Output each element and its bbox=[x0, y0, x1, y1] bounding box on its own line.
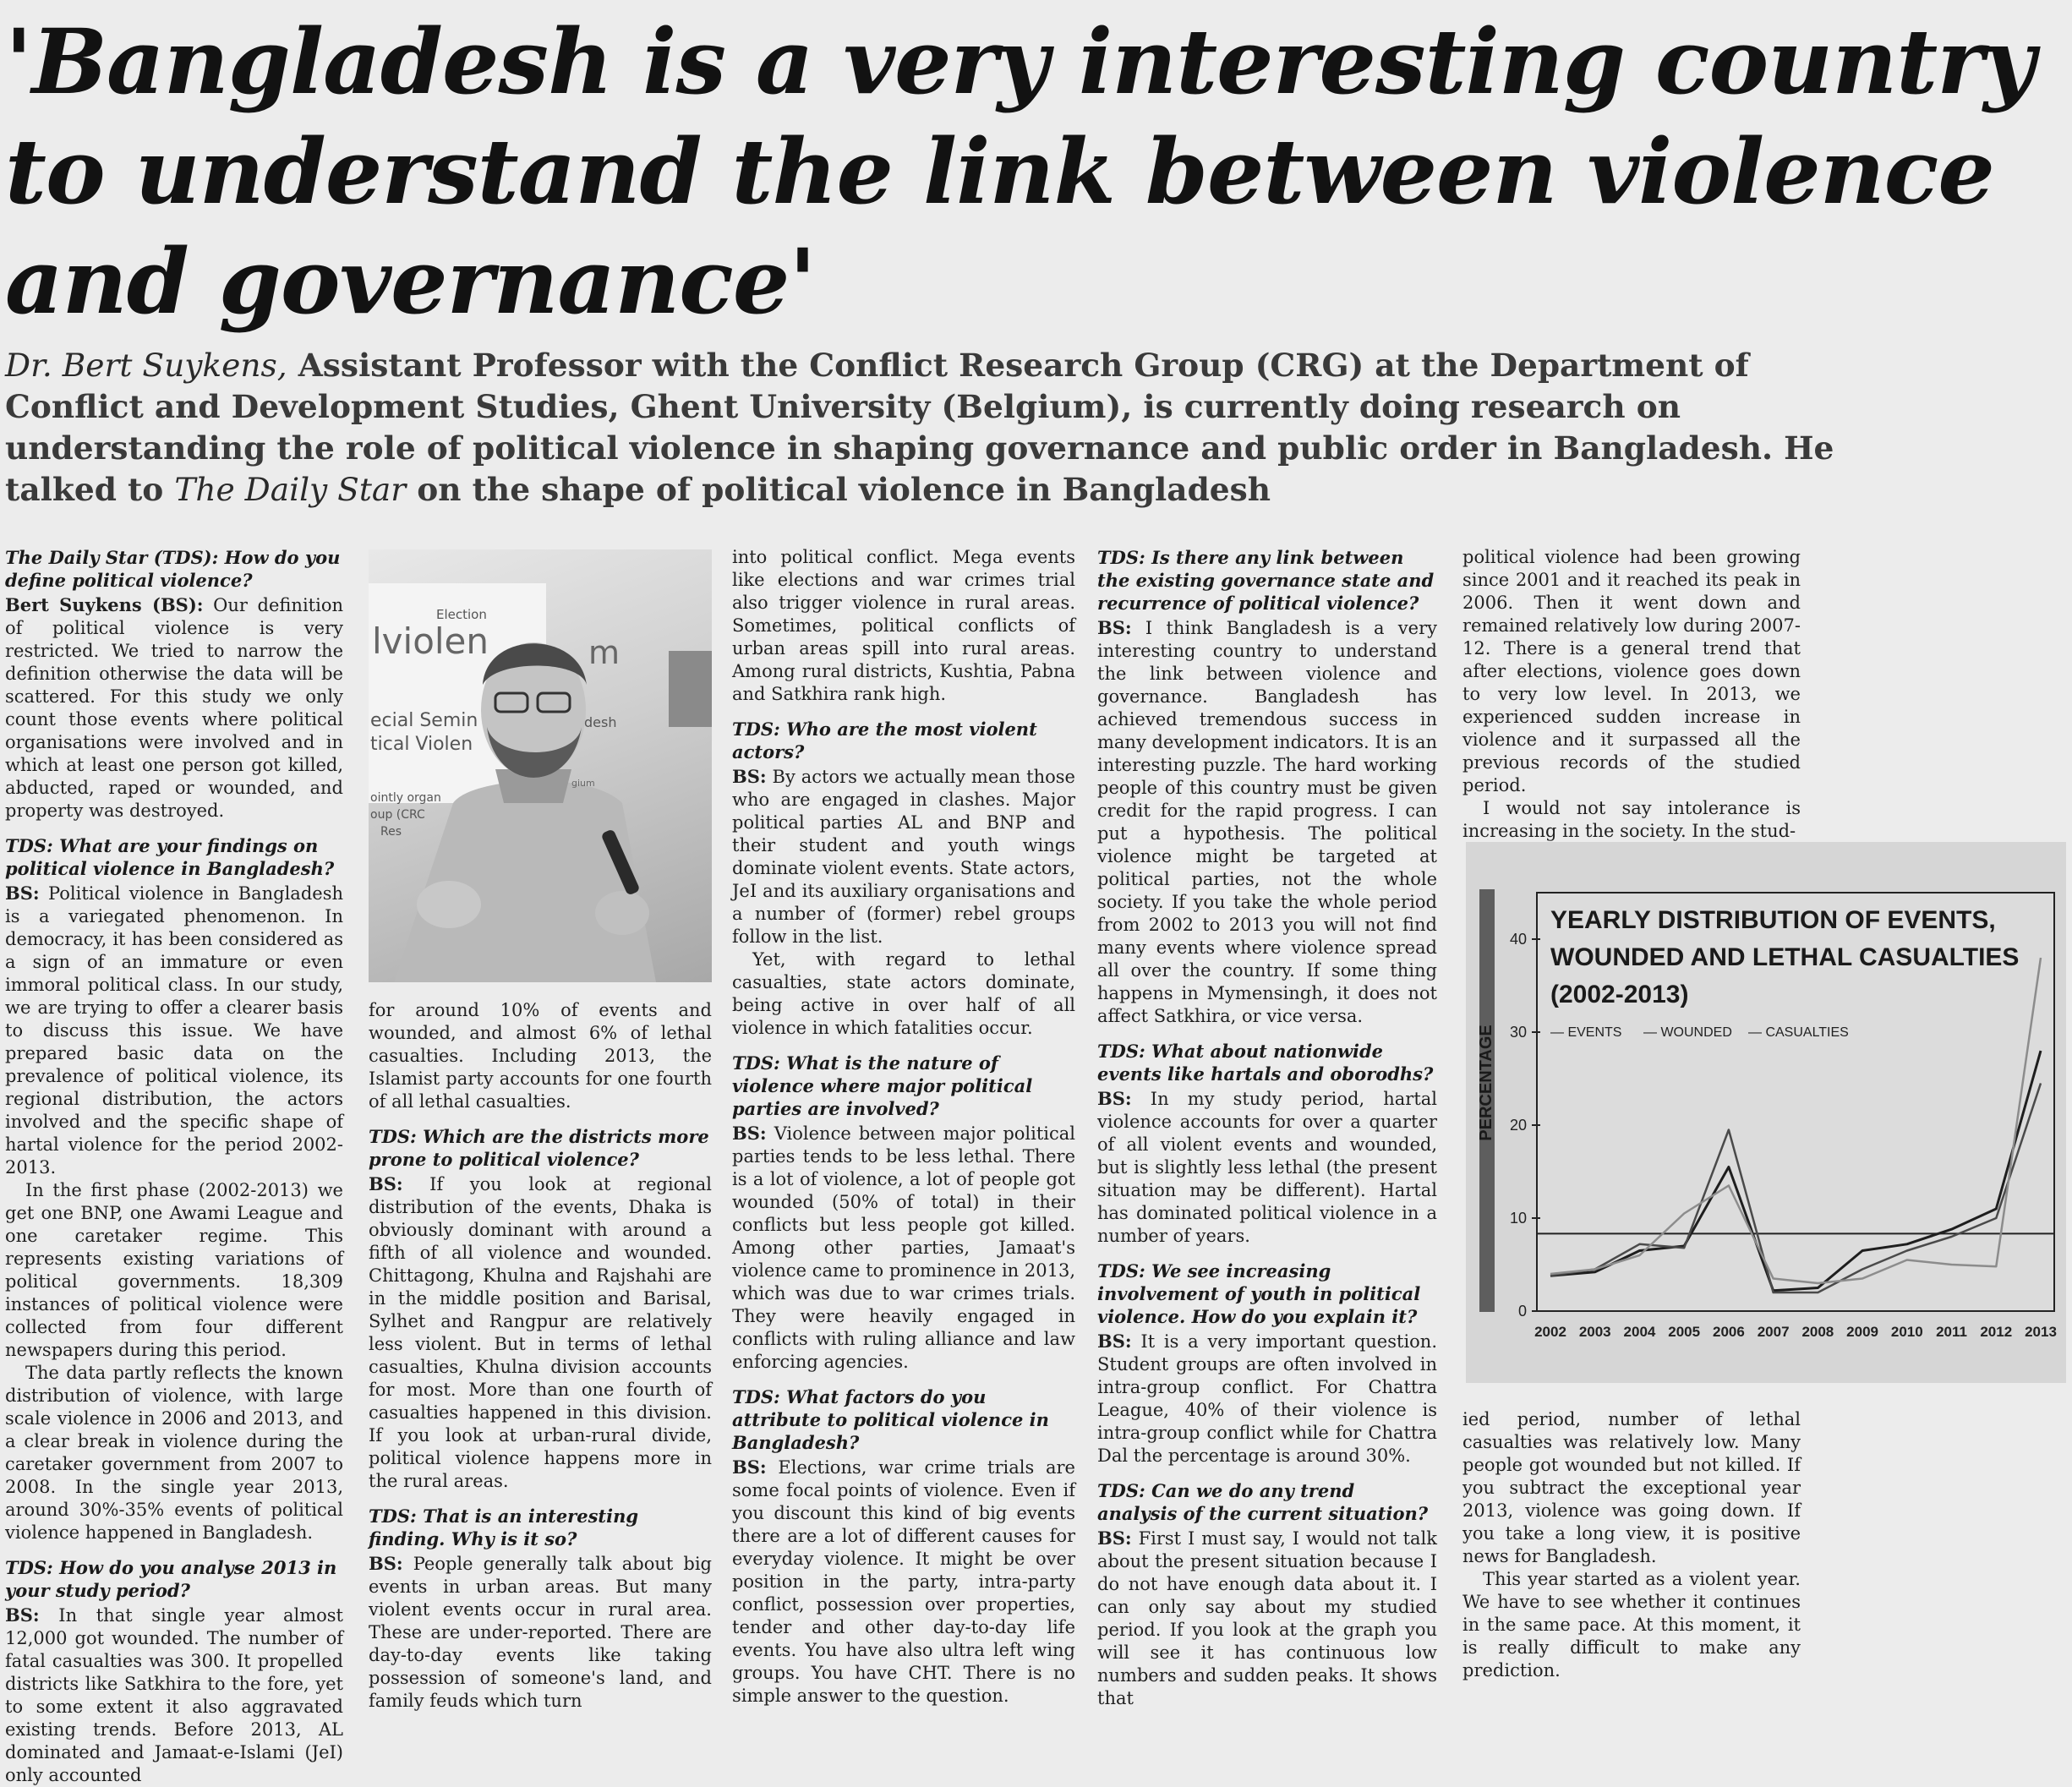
answer-text: Elections, war crime trials are some focal points of violence. Even if you discount this kind of big events there are a lot of different causes for everyday violence. It might be over position in the party, intra-party conflict, possession over properties, tender and other day-to-day life events. You have also ultra left wing groups. You have CHT. There is no simple answer to the question. bbox=[732, 1457, 1075, 1706]
paragraph: for around 10% of events and wounded, and almost 6% of lethal casualties. Including 2013, the Islamist party accounts for one fourth of all lethal casualties. bbox=[369, 1000, 712, 1112]
answer-text: I think Bangladesh is a very interesting country to understand the link between violence and governance. Bangladesh has achieved tremendous success in many development indicators. It is an interesting puzzle. The hard working people of this country must be given credit for the rapid progress. I can put a hypothesis. The political violence might be targeted at political parties, not the whole society. If you take the whole period from 2002 to 2013 you will not find many events where violence spread all over the country. If some thing happens in Mymensingh, it does not affect Satkhira, or vice versa. bbox=[1097, 618, 1437, 1026]
legend-events: — EVENTS bbox=[1550, 1025, 1622, 1040]
question: TDS: Who are the most violent actors? bbox=[732, 719, 1037, 762]
x-tick-label: 2002 bbox=[1534, 1324, 1566, 1340]
x-tick-label: 2009 bbox=[1846, 1324, 1879, 1340]
speaker-label: BS: bbox=[1097, 1331, 1132, 1352]
chart-title-line-1: YEARLY DISTRIBUTION OF EVENTS, bbox=[1550, 906, 1996, 934]
paragraph: This year started as a violent year. We have to see whether it continues in the same pace. At this moment, it is really difficult to make any prediction. bbox=[1462, 1569, 1801, 1680]
chart-title-line-3: (2002-2013) bbox=[1550, 981, 1689, 1008]
intro-name: Dr. Bert Suykens, bbox=[5, 347, 287, 384]
question: TDS: What is the nature of violence where major political parties are involved? bbox=[732, 1052, 1033, 1119]
headline bbox=[5, 7, 2035, 336]
answer-text: It is a very important question. Student groups are often involved in intra-group conflict. For Chattra League, 40% of their violence is intra-group conflict while for Chattra Dal the percentage is around 30%. bbox=[1097, 1331, 1437, 1466]
x-tick-label: 2010 bbox=[1890, 1324, 1923, 1340]
banner-letter: m bbox=[588, 634, 621, 671]
answer bbox=[5, 882, 343, 1179]
answer-text: People generally talk about big events in urban areas. But many violent events occur in rural area. These are under-reported. There are day-to-day events like taking possession of someone's land, and family feuds which turn bbox=[369, 1554, 712, 1711]
column-5-continued bbox=[1462, 1408, 1801, 1682]
answer-text: Violence between major political parties tends to be less lethal. There is a lot of violence, a lot of people got wounded (50% of total) in their conflicts but less people got killed. Among other parties, Jamaat's violence came to prominence in 2013, which was due to war crimes trials. They were heavily engaged in conflicts with ruling alliance and law enforcing agencies. bbox=[732, 1123, 1075, 1372]
answer-text: If you look at regional distribution of the events, Dhaka is obviously dominant with around a fifth of all violence and wounded. Chittagong, Khulna and Rajshahi are in the middle position and Barisal, Sylhet and Rangpur are relatively less violent. But in terms of lethal casualties, Khulna division accounts for most. More than one fourth of casualties happened in this division. If you look at urban-rural divide, political violence happens more in the rural areas. bbox=[369, 1174, 712, 1491]
answer-text: By actors we actually mean those who are engaged in clashes. Major political parties AL and BNP and their student and youth wings dominate violent events. State actors, JeI and its auxiliary organisations and a number of (former) rebel groups follow in the list. bbox=[732, 767, 1075, 947]
x-tick-label: 2013 bbox=[2025, 1324, 2057, 1340]
banner-text: desh bbox=[584, 714, 617, 730]
answer bbox=[1097, 1330, 1437, 1467]
question: TDS: That is an interesting finding. Why is it so? bbox=[369, 1506, 639, 1549]
speaker-label: Bert Suykens (BS): bbox=[5, 594, 204, 615]
question: TDS: Can we do any trend analysis of the current situation? bbox=[1097, 1480, 1429, 1524]
legend-casualties: — CASUALTIES bbox=[1748, 1025, 1849, 1040]
x-tick-label: 2007 bbox=[1757, 1324, 1790, 1340]
x-tick-label: 2012 bbox=[1980, 1324, 2013, 1340]
banner-text: oup (CRC bbox=[370, 808, 425, 822]
speaker-label: BS: bbox=[5, 1604, 40, 1626]
column-5 bbox=[1462, 546, 1801, 843]
y-tick-label: 40 bbox=[1509, 931, 1527, 948]
answer bbox=[732, 765, 1075, 948]
speaker-label: BS: bbox=[1097, 617, 1132, 638]
answer-text: First I must say, I would not talk about the present situation because I do not have enough data about it. I can only say about my studied period. If you look at the graph you will see it has continuous low numbers and sudden peaks. It shows that bbox=[1097, 1528, 1437, 1708]
answer bbox=[732, 1122, 1075, 1374]
answer bbox=[1097, 616, 1437, 1028]
paragraph: I would not say intolerance is increasing in the society. In the stud- bbox=[1462, 798, 1801, 841]
speaker-label: BS: bbox=[5, 883, 40, 904]
y-tick-label: 20 bbox=[1509, 1117, 1527, 1134]
y-axis-label: PERCENTAGE bbox=[1477, 1025, 1495, 1141]
column-4 bbox=[1097, 546, 1437, 1710]
intro-text-1: Assistant Professor with the Conflict Research Group (CRG) at the Department of Conflict and Development Studies, Ghent University (Belgium), is currently doing research on understanding the role of political violence in shaping governance and public order in Bangladesh. He talked to bbox=[5, 347, 1834, 508]
headline-line-3: and governance' bbox=[5, 228, 816, 334]
speaker-label: BS: bbox=[732, 1456, 767, 1478]
y-tick-label: 0 bbox=[1517, 1303, 1527, 1320]
intro-paper-name: The Daily Star bbox=[174, 471, 407, 508]
answer bbox=[1097, 1087, 1437, 1248]
question: TDS: What are your findings on political violence in Bangladesh? bbox=[5, 835, 335, 879]
speaker-label: BS: bbox=[369, 1173, 403, 1194]
paragraph: The data partly reflects the known distribution of violence, with large scale violence in 2006 and 2013, and a clear break in violence during the caretaker government from 2007 to 2008. In the single year 2013, around 30%-35% events of political violence happened in Bangladesh. bbox=[5, 1363, 343, 1543]
x-tick-label: 2011 bbox=[1936, 1324, 1967, 1340]
x-tick-label: 2008 bbox=[1801, 1324, 1834, 1340]
intro-text-2: on the shape of political violence in Bangladesh bbox=[406, 471, 1271, 508]
question: TDS: We see increasing involvement of youth in political violence. How do you explain it? bbox=[1097, 1260, 1421, 1327]
x-tick-label: 2005 bbox=[1668, 1324, 1701, 1340]
paragraph: political violence had been growing since 2001 and it reached its peak in 2006. Then it went down and remained relatively low during 2007-12. There is a general trend that after elections, violence goes down to very low level. In 2013, we experienced sudden increase in violence and it surpassed all the previous records of the studied period. bbox=[1462, 547, 1801, 795]
speaker-label: BS: bbox=[732, 1123, 767, 1144]
headline-line-2: to understand the link between violence bbox=[5, 118, 1994, 224]
x-tick-label: 2004 bbox=[1623, 1324, 1656, 1340]
x-tick-label: 2006 bbox=[1712, 1324, 1745, 1340]
paragraph: In the first phase (2002-2013) we get one BNP, one Awami League and one caretaker regime. This represents existing variations of political governments. 18,309 instances of political violence were collected from four different newspapers during this period. bbox=[5, 1180, 343, 1360]
y-tick-label: 30 bbox=[1509, 1024, 1527, 1041]
question: TDS: Is there any link between the existing governance state and recurrence of political violence? bbox=[1097, 547, 1435, 614]
answer bbox=[5, 1604, 343, 1787]
speaker-label: BS: bbox=[369, 1553, 403, 1574]
answer bbox=[732, 1456, 1075, 1708]
banner-text: Election bbox=[436, 607, 487, 622]
y-tick-label: 10 bbox=[1509, 1210, 1527, 1227]
intro-standfirst bbox=[5, 345, 1848, 511]
speaker-label: BS: bbox=[1097, 1527, 1132, 1549]
answer-text: In my study period, hartal violence accounts for over a quarter of all violent events and wounded, but is slightly less lethal (the present situation may be different). Hartal has dominated political violence in a number of years. bbox=[1097, 1089, 1437, 1246]
question: The Daily Star (TDS): How do you define political violence? bbox=[5, 547, 341, 591]
chart-panel bbox=[1466, 842, 2066, 1383]
banner-text: gium bbox=[571, 778, 595, 789]
banner-text: lviolen bbox=[372, 620, 489, 662]
answer bbox=[1097, 1527, 1437, 1710]
person-silhouette bbox=[369, 549, 712, 982]
chart-title-line-2: WOUNDED AND LETHAL CASUALTIES bbox=[1550, 943, 2020, 971]
answer-text: In that single year almost 12,000 got wounded. The number of fatal casualties was 300. It propelled districts like Satkhira to the fore, yet to some extent it also aggravated existing trends. Before 2013, AL dominated and Jamaat-e-Islami (JeI) only accounted bbox=[5, 1605, 343, 1785]
answer bbox=[369, 1552, 712, 1713]
answer bbox=[5, 593, 343, 822]
x-tick-label: 2003 bbox=[1578, 1324, 1611, 1340]
interviewee-photo bbox=[369, 549, 712, 982]
column-2 bbox=[369, 999, 712, 1713]
line-chart bbox=[1466, 842, 2066, 1383]
column-3 bbox=[732, 546, 1075, 1708]
answer bbox=[369, 1172, 712, 1493]
paragraph: Yet, with regard to lethal casualties, state actors dominate, being active in over half of all violence in which fatalities occur. bbox=[732, 949, 1075, 1038]
column-1 bbox=[5, 546, 343, 1787]
question: TDS: What about nationwide events like hartals and oborodhs? bbox=[1097, 1041, 1434, 1085]
headline-line-1: 'Bangladesh is a very interesting country bbox=[5, 8, 2035, 114]
banner-text: ecial Semin bbox=[370, 710, 478, 731]
question: TDS: How do you analyse 2013 in your study period? bbox=[5, 1557, 337, 1601]
answer-text: Our definition of political violence is very restricted. We tried to narrow the definition otherwise the data will be scattered. For this study we only count those events where political organisations were involved and in which at least one person got killed, abducted, raped or wounded, and property was destroyed. bbox=[5, 595, 343, 821]
banner-text: ointly organ bbox=[370, 791, 441, 805]
answer-text: Political violence in Bangladesh is a variegated phenomenon. In democracy, it has been considered as a sign of an immature or even immoral political class. In our study, we are trying to offer a clearer basis to discuss this issue. We have prepared basic data on the prevalence of political violence, its regional distribution, the actors involved and the specific shape of hartal violence for the period 2002-2013. bbox=[5, 883, 343, 1178]
question: TDS: What factors do you attribute to political violence in Bangladesh? bbox=[732, 1386, 1049, 1453]
paragraph: ied period, number of lethal casualties was relatively low. Many people got wounded but not killed. If you subtract the exceptional year 2013, violence was going down. If you take a long view, it is positive news for Bangladesh. bbox=[1462, 1409, 1801, 1566]
banner-text: Res bbox=[380, 825, 402, 839]
banner-text: tical Violen bbox=[370, 734, 473, 755]
paragraph: into political conflict. Mega events like elections and war crimes trial also trigger violence in rural areas. Sometimes, political conflicts of urban areas spill into rural areas. Among rural districts, Kushtia, Pabna and Satkhira rank high. bbox=[732, 547, 1075, 704]
question: TDS: Which are the districts more prone to political violence? bbox=[369, 1126, 709, 1170]
speaker-label: BS: bbox=[732, 766, 767, 787]
legend-wounded: — WOUNDED bbox=[1643, 1025, 1732, 1040]
speaker-label: BS: bbox=[1097, 1088, 1132, 1109]
